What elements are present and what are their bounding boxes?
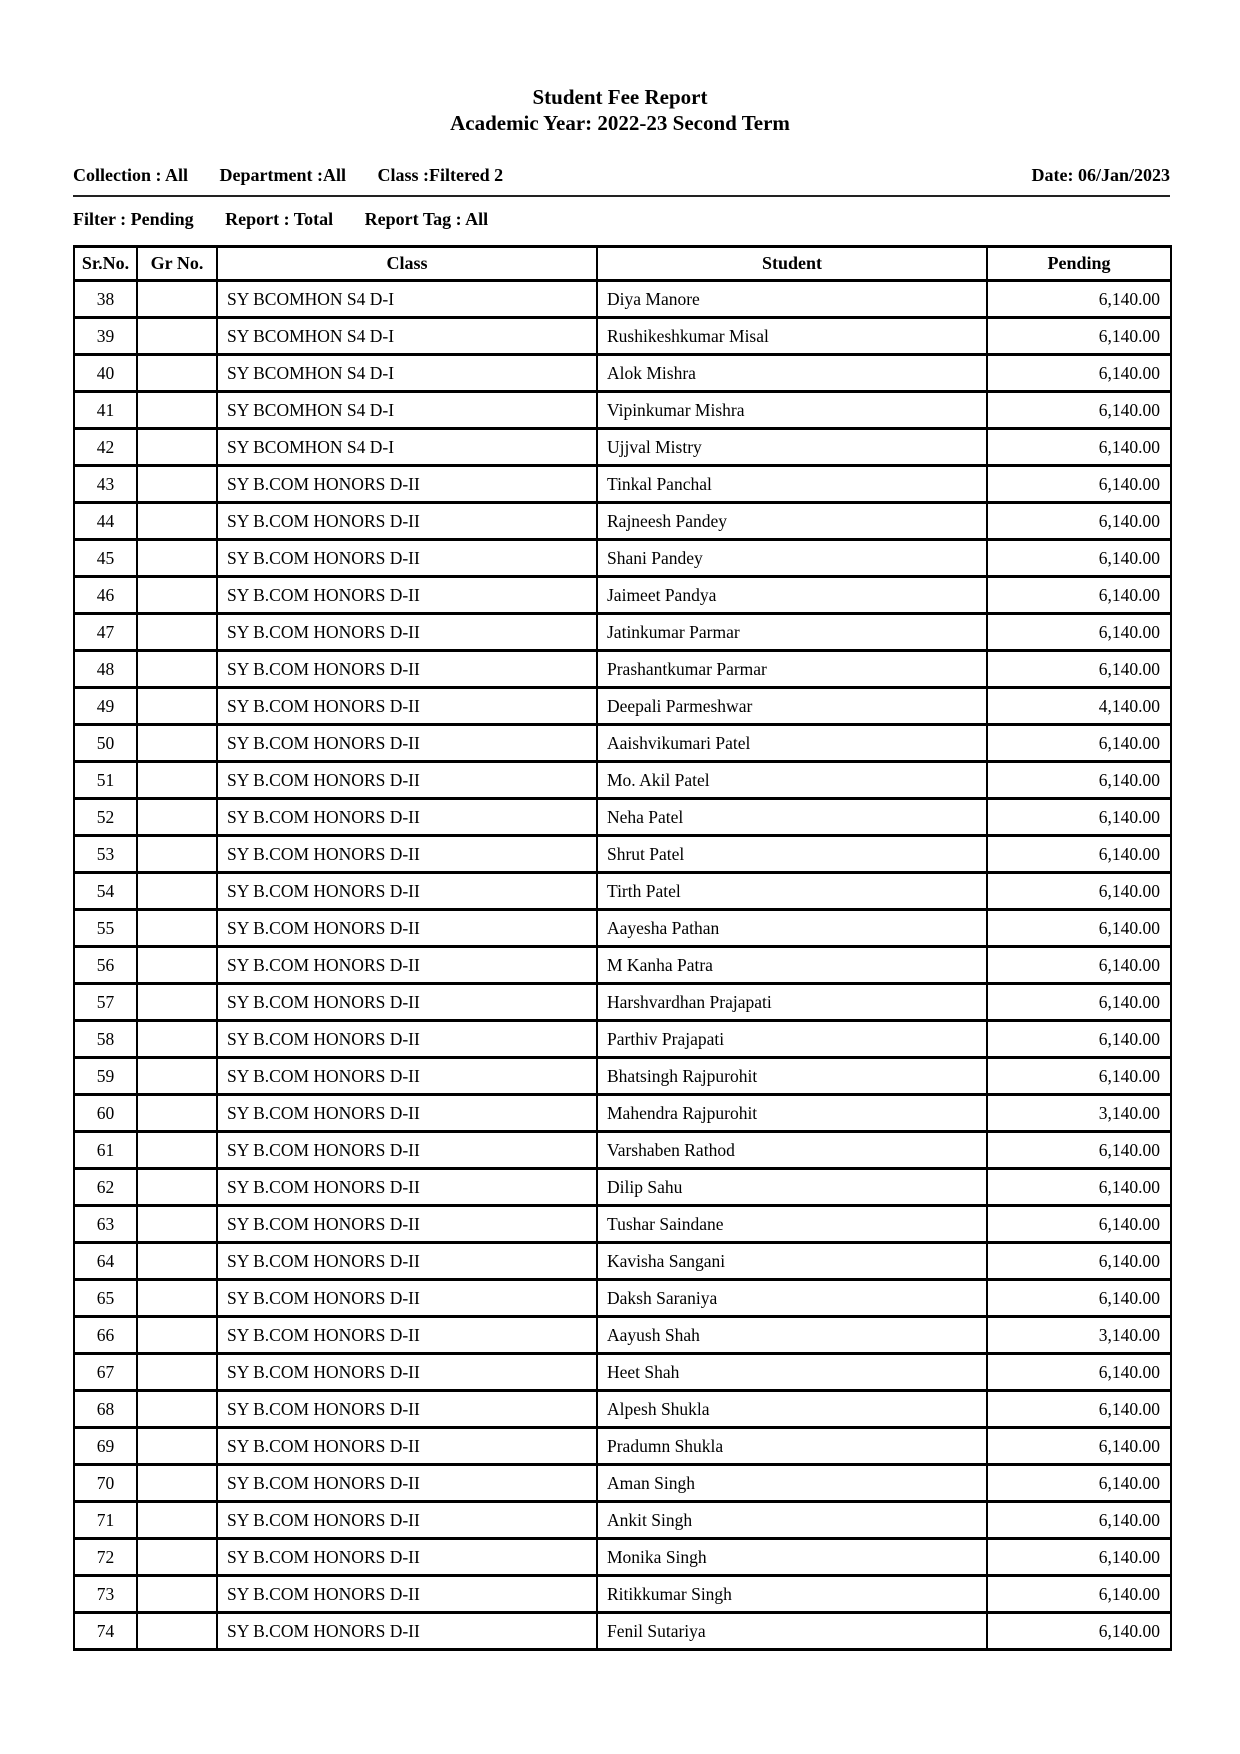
table-row bbox=[74, 1058, 1171, 1095]
cell-pending: 6,140.00 bbox=[987, 1465, 1171, 1502]
cell-class: SY B.COM HONORS D-II bbox=[217, 725, 597, 762]
cell-gr-no bbox=[137, 910, 217, 947]
cell-class: SY B.COM HONORS D-II bbox=[217, 688, 597, 725]
table-row bbox=[74, 503, 1171, 540]
filter-report: Report : Total bbox=[225, 209, 334, 229]
cell-class: SY B.COM HONORS D-II bbox=[217, 1243, 597, 1280]
table-row bbox=[74, 355, 1171, 392]
table-row bbox=[74, 1317, 1171, 1354]
header-pending: Pending bbox=[987, 247, 1171, 281]
cell-gr-no bbox=[137, 1206, 217, 1243]
cell-class: SY B.COM HONORS D-II bbox=[217, 1317, 597, 1354]
cell-sr-no: 70 bbox=[74, 1465, 137, 1502]
cell-class: SY B.COM HONORS D-II bbox=[217, 1465, 597, 1502]
cell-gr-no bbox=[137, 318, 217, 355]
cell-gr-no bbox=[137, 1317, 217, 1354]
cell-class: SY B.COM HONORS D-II bbox=[217, 1132, 597, 1169]
cell-student: Varshaben Rathod bbox=[597, 1132, 987, 1169]
cell-gr-no bbox=[137, 577, 217, 614]
cell-class: SY BCOMHON S4 D-I bbox=[217, 429, 597, 466]
cell-gr-no bbox=[137, 651, 217, 688]
cell-class: SY B.COM HONORS D-II bbox=[217, 1539, 597, 1576]
table-row bbox=[74, 1428, 1171, 1465]
cell-class: SY B.COM HONORS D-II bbox=[217, 984, 597, 1021]
cell-sr-no: 62 bbox=[74, 1169, 137, 1206]
cell-pending: 6,140.00 bbox=[987, 577, 1171, 614]
cell-student: Shani Pandey bbox=[597, 540, 987, 577]
table-row bbox=[74, 1206, 1171, 1243]
table-row bbox=[74, 1465, 1171, 1502]
cell-sr-no: 49 bbox=[74, 688, 137, 725]
cell-student: Harshvardhan Prajapati bbox=[597, 984, 987, 1021]
cell-sr-no: 42 bbox=[74, 429, 137, 466]
cell-sr-no: 60 bbox=[74, 1095, 137, 1132]
table-row bbox=[74, 429, 1171, 466]
table-row bbox=[74, 1391, 1171, 1428]
cell-sr-no: 59 bbox=[74, 1058, 137, 1095]
table-row bbox=[74, 1502, 1171, 1539]
cell-sr-no: 50 bbox=[74, 725, 137, 762]
cell-student: Fenil Sutariya bbox=[597, 1613, 987, 1650]
cell-sr-no: 63 bbox=[74, 1206, 137, 1243]
cell-student: Daksh Saraniya bbox=[597, 1280, 987, 1317]
cell-sr-no: 68 bbox=[74, 1391, 137, 1428]
table-row bbox=[74, 725, 1171, 762]
cell-sr-no: 58 bbox=[74, 1021, 137, 1058]
report-subtitle: Academic Year: 2022-23 Second Term bbox=[450, 111, 790, 135]
table-row bbox=[74, 281, 1171, 318]
cell-sr-no: 52 bbox=[74, 799, 137, 836]
cell-pending: 6,140.00 bbox=[987, 762, 1171, 799]
cell-student: Bhatsingh Rajpurohit bbox=[597, 1058, 987, 1095]
cell-student: Prashantkumar Parmar bbox=[597, 651, 987, 688]
cell-class: SY BCOMHON S4 D-I bbox=[217, 281, 597, 318]
cell-pending: 6,140.00 bbox=[987, 984, 1171, 1021]
cell-student: Parthiv Prajapati bbox=[597, 1021, 987, 1058]
cell-sr-no: 54 bbox=[74, 873, 137, 910]
table-row bbox=[74, 1132, 1171, 1169]
cell-pending: 6,140.00 bbox=[987, 799, 1171, 836]
cell-gr-no bbox=[137, 1132, 217, 1169]
cell-pending: 6,140.00 bbox=[987, 910, 1171, 947]
cell-class: SY B.COM HONORS D-II bbox=[217, 1095, 597, 1132]
cell-pending: 6,140.00 bbox=[987, 1280, 1171, 1317]
table-row bbox=[74, 392, 1171, 429]
cell-gr-no bbox=[137, 1058, 217, 1095]
cell-class: SY B.COM HONORS D-II bbox=[217, 1058, 597, 1095]
cell-class: SY B.COM HONORS D-II bbox=[217, 503, 597, 540]
cell-sr-no: 67 bbox=[74, 1354, 137, 1391]
cell-gr-no bbox=[137, 614, 217, 651]
cell-pending: 6,140.00 bbox=[987, 947, 1171, 984]
cell-pending: 6,140.00 bbox=[987, 1613, 1171, 1650]
fee-table-body bbox=[74, 281, 1171, 1650]
cell-pending: 6,140.00 bbox=[987, 651, 1171, 688]
cell-gr-no bbox=[137, 873, 217, 910]
cell-gr-no bbox=[137, 762, 217, 799]
cell-student: Aayush Shah bbox=[597, 1317, 987, 1354]
cell-gr-no bbox=[137, 799, 217, 836]
cell-class: SY B.COM HONORS D-II bbox=[217, 1280, 597, 1317]
cell-class: SY B.COM HONORS D-II bbox=[217, 614, 597, 651]
cell-sr-no: 38 bbox=[74, 281, 137, 318]
cell-student: Aayesha Pathan bbox=[597, 910, 987, 947]
cell-pending: 6,140.00 bbox=[987, 1391, 1171, 1428]
cell-pending: 6,140.00 bbox=[987, 1021, 1171, 1058]
cell-gr-no bbox=[137, 429, 217, 466]
cell-class: SY B.COM HONORS D-II bbox=[217, 540, 597, 577]
header-gr-no: Gr No. bbox=[137, 247, 217, 281]
cell-pending: 6,140.00 bbox=[987, 355, 1171, 392]
cell-sr-no: 53 bbox=[74, 836, 137, 873]
cell-gr-no bbox=[137, 947, 217, 984]
cell-sr-no: 55 bbox=[74, 910, 137, 947]
filter-row bbox=[73, 208, 1170, 230]
cell-class: SY B.COM HONORS D-II bbox=[217, 1206, 597, 1243]
table-row bbox=[74, 1169, 1171, 1206]
cell-gr-no bbox=[137, 1354, 217, 1391]
cell-pending: 6,140.00 bbox=[987, 1539, 1171, 1576]
cell-class: SY B.COM HONORS D-II bbox=[217, 799, 597, 836]
cell-student: Tushar Saindane bbox=[597, 1206, 987, 1243]
report-header bbox=[0, 0, 1240, 136]
cell-student: Pradumn Shukla bbox=[597, 1428, 987, 1465]
cell-sr-no: 74 bbox=[74, 1613, 137, 1650]
table-row bbox=[74, 614, 1171, 651]
cell-student: Deepali Parmeshwar bbox=[597, 688, 987, 725]
cell-gr-no bbox=[137, 1428, 217, 1465]
table-row bbox=[74, 1613, 1171, 1650]
cell-class: SY B.COM HONORS D-II bbox=[217, 762, 597, 799]
cell-class: SY B.COM HONORS D-II bbox=[217, 1576, 597, 1613]
cell-pending: 6,140.00 bbox=[987, 540, 1171, 577]
meta-left bbox=[73, 164, 503, 186]
header-row bbox=[74, 247, 1171, 281]
cell-student: Vipinkumar Mishra bbox=[597, 392, 987, 429]
cell-class: SY B.COM HONORS D-II bbox=[217, 910, 597, 947]
cell-gr-no bbox=[137, 281, 217, 318]
cell-gr-no bbox=[137, 466, 217, 503]
cell-sr-no: 45 bbox=[74, 540, 137, 577]
cell-pending: 3,140.00 bbox=[987, 1095, 1171, 1132]
cell-student: Alok Mishra bbox=[597, 355, 987, 392]
cell-pending: 6,140.00 bbox=[987, 873, 1171, 910]
table-row bbox=[74, 540, 1171, 577]
cell-pending: 6,140.00 bbox=[987, 1206, 1171, 1243]
cell-class: SY BCOMHON S4 D-I bbox=[217, 355, 597, 392]
report-title: Student Fee Report bbox=[532, 85, 708, 109]
cell-gr-no bbox=[137, 1613, 217, 1650]
table-row bbox=[74, 762, 1171, 799]
cell-sr-no: 64 bbox=[74, 1243, 137, 1280]
fee-table-head bbox=[74, 247, 1171, 281]
cell-student: Jatinkumar Parmar bbox=[597, 614, 987, 651]
fee-table bbox=[73, 245, 1172, 1651]
table-row bbox=[74, 1095, 1171, 1132]
table-row bbox=[74, 651, 1171, 688]
meta-class: Class :Filtered 2 bbox=[377, 165, 504, 185]
cell-class: SY B.COM HONORS D-II bbox=[217, 836, 597, 873]
cell-gr-no bbox=[137, 1465, 217, 1502]
cell-class: SY B.COM HONORS D-II bbox=[217, 1613, 597, 1650]
cell-pending: 6,140.00 bbox=[987, 392, 1171, 429]
cell-pending: 6,140.00 bbox=[987, 614, 1171, 651]
cell-sr-no: 44 bbox=[74, 503, 137, 540]
cell-sr-no: 46 bbox=[74, 577, 137, 614]
cell-sr-no: 47 bbox=[74, 614, 137, 651]
table-row bbox=[74, 836, 1171, 873]
cell-gr-no bbox=[137, 1021, 217, 1058]
cell-gr-no bbox=[137, 688, 217, 725]
cell-sr-no: 69 bbox=[74, 1428, 137, 1465]
cell-pending: 6,140.00 bbox=[987, 1058, 1171, 1095]
table-row bbox=[74, 910, 1171, 947]
cell-sr-no: 73 bbox=[74, 1576, 137, 1613]
cell-pending: 6,140.00 bbox=[987, 1243, 1171, 1280]
table-row bbox=[74, 1539, 1171, 1576]
cell-pending: 6,140.00 bbox=[987, 429, 1171, 466]
cell-sr-no: 48 bbox=[74, 651, 137, 688]
table-row bbox=[74, 947, 1171, 984]
cell-pending: 6,140.00 bbox=[987, 1354, 1171, 1391]
cell-student: Jaimeet Pandya bbox=[597, 577, 987, 614]
cell-student: Shrut Patel bbox=[597, 836, 987, 873]
cell-gr-no bbox=[137, 1169, 217, 1206]
table-row bbox=[74, 1354, 1171, 1391]
meta-department: Department :All bbox=[219, 165, 346, 185]
cell-pending: 6,140.00 bbox=[987, 1576, 1171, 1613]
cell-pending: 3,140.00 bbox=[987, 1317, 1171, 1354]
cell-sr-no: 61 bbox=[74, 1132, 137, 1169]
cell-student: Heet Shah bbox=[597, 1354, 987, 1391]
table-row bbox=[74, 688, 1171, 725]
cell-class: SY B.COM HONORS D-II bbox=[217, 651, 597, 688]
cell-student: Tirth Patel bbox=[597, 873, 987, 910]
table-row bbox=[74, 577, 1171, 614]
cell-class: SY B.COM HONORS D-II bbox=[217, 577, 597, 614]
cell-pending: 6,140.00 bbox=[987, 836, 1171, 873]
cell-sr-no: 56 bbox=[74, 947, 137, 984]
filter-pending: Filter : Pending bbox=[73, 209, 194, 229]
cell-sr-no: 39 bbox=[74, 318, 137, 355]
cell-class: SY BCOMHON S4 D-I bbox=[217, 392, 597, 429]
cell-student: Monika Singh bbox=[597, 1539, 987, 1576]
table-row bbox=[74, 466, 1171, 503]
cell-gr-no bbox=[137, 355, 217, 392]
cell-sr-no: 51 bbox=[74, 762, 137, 799]
cell-student: Ritikkumar Singh bbox=[597, 1576, 987, 1613]
cell-student: Tinkal Panchal bbox=[597, 466, 987, 503]
cell-gr-no bbox=[137, 1391, 217, 1428]
cell-sr-no: 65 bbox=[74, 1280, 137, 1317]
cell-gr-no bbox=[137, 836, 217, 873]
cell-class: SY B.COM HONORS D-II bbox=[217, 1391, 597, 1428]
cell-pending: 6,140.00 bbox=[987, 466, 1171, 503]
cell-sr-no: 41 bbox=[74, 392, 137, 429]
table-row bbox=[74, 1243, 1171, 1280]
cell-pending: 6,140.00 bbox=[987, 503, 1171, 540]
table-row bbox=[74, 1280, 1171, 1317]
cell-pending: 6,140.00 bbox=[987, 318, 1171, 355]
meta-collection: Collection : All bbox=[73, 165, 188, 185]
cell-student: Rushikeshkumar Misal bbox=[597, 318, 987, 355]
cell-gr-no bbox=[137, 1243, 217, 1280]
cell-sr-no: 71 bbox=[74, 1502, 137, 1539]
header-class: Class bbox=[217, 247, 597, 281]
cell-student: Ankit Singh bbox=[597, 1502, 987, 1539]
cell-class: SY B.COM HONORS D-II bbox=[217, 947, 597, 984]
header-sr-no: Sr.No. bbox=[74, 247, 137, 281]
cell-student: Ujjval Mistry bbox=[597, 429, 987, 466]
cell-class: SY B.COM HONORS D-II bbox=[217, 1169, 597, 1206]
cell-student: Aman Singh bbox=[597, 1465, 987, 1502]
meta-date: Date: 06/Jan/2023 bbox=[1031, 165, 1170, 185]
header-student: Student bbox=[597, 247, 987, 281]
table-row bbox=[74, 984, 1171, 1021]
cell-class: SY B.COM HONORS D-II bbox=[217, 466, 597, 503]
table-row bbox=[74, 318, 1171, 355]
cell-sr-no: 72 bbox=[74, 1539, 137, 1576]
cell-class: SY B.COM HONORS D-II bbox=[217, 1021, 597, 1058]
cell-student: Rajneesh Pandey bbox=[597, 503, 987, 540]
cell-sr-no: 40 bbox=[74, 355, 137, 392]
divider-rule bbox=[73, 195, 1170, 197]
table-row bbox=[74, 1576, 1171, 1613]
table-row bbox=[74, 1021, 1171, 1058]
cell-gr-no bbox=[137, 392, 217, 429]
cell-gr-no bbox=[137, 503, 217, 540]
cell-sr-no: 43 bbox=[74, 466, 137, 503]
cell-pending: 6,140.00 bbox=[987, 1169, 1171, 1206]
cell-student: Kavisha Sangani bbox=[597, 1243, 987, 1280]
cell-class: SY B.COM HONORS D-II bbox=[217, 1354, 597, 1391]
meta-row bbox=[73, 164, 1170, 186]
cell-gr-no bbox=[137, 1576, 217, 1613]
cell-student: Mahendra Rajpurohit bbox=[597, 1095, 987, 1132]
cell-pending: 6,140.00 bbox=[987, 725, 1171, 762]
table-row bbox=[74, 873, 1171, 910]
cell-student: M Kanha Patra bbox=[597, 947, 987, 984]
cell-student: Alpesh Shukla bbox=[597, 1391, 987, 1428]
cell-pending: 6,140.00 bbox=[987, 1502, 1171, 1539]
table-row bbox=[74, 799, 1171, 836]
cell-gr-no bbox=[137, 1539, 217, 1576]
cell-class: SY B.COM HONORS D-II bbox=[217, 1428, 597, 1465]
cell-pending: 4,140.00 bbox=[987, 688, 1171, 725]
cell-student: Aaishvikumari Patel bbox=[597, 725, 987, 762]
cell-class: SY B.COM HONORS D-II bbox=[217, 873, 597, 910]
cell-gr-no bbox=[137, 540, 217, 577]
cell-student: Diya Manore bbox=[597, 281, 987, 318]
cell-class: SY BCOMHON S4 D-I bbox=[217, 318, 597, 355]
cell-student: Neha Patel bbox=[597, 799, 987, 836]
cell-gr-no bbox=[137, 725, 217, 762]
cell-pending: 6,140.00 bbox=[987, 1132, 1171, 1169]
cell-sr-no: 57 bbox=[74, 984, 137, 1021]
cell-gr-no bbox=[137, 1280, 217, 1317]
cell-student: Mo. Akil Patel bbox=[597, 762, 987, 799]
cell-sr-no: 66 bbox=[74, 1317, 137, 1354]
cell-gr-no bbox=[137, 1095, 217, 1132]
cell-class: SY B.COM HONORS D-II bbox=[217, 1502, 597, 1539]
filter-report-tag: Report Tag : All bbox=[364, 209, 489, 229]
cell-pending: 6,140.00 bbox=[987, 1428, 1171, 1465]
cell-gr-no bbox=[137, 984, 217, 1021]
cell-pending: 6,140.00 bbox=[987, 281, 1171, 318]
cell-student: Dilip Sahu bbox=[597, 1169, 987, 1206]
cell-gr-no bbox=[137, 1502, 217, 1539]
